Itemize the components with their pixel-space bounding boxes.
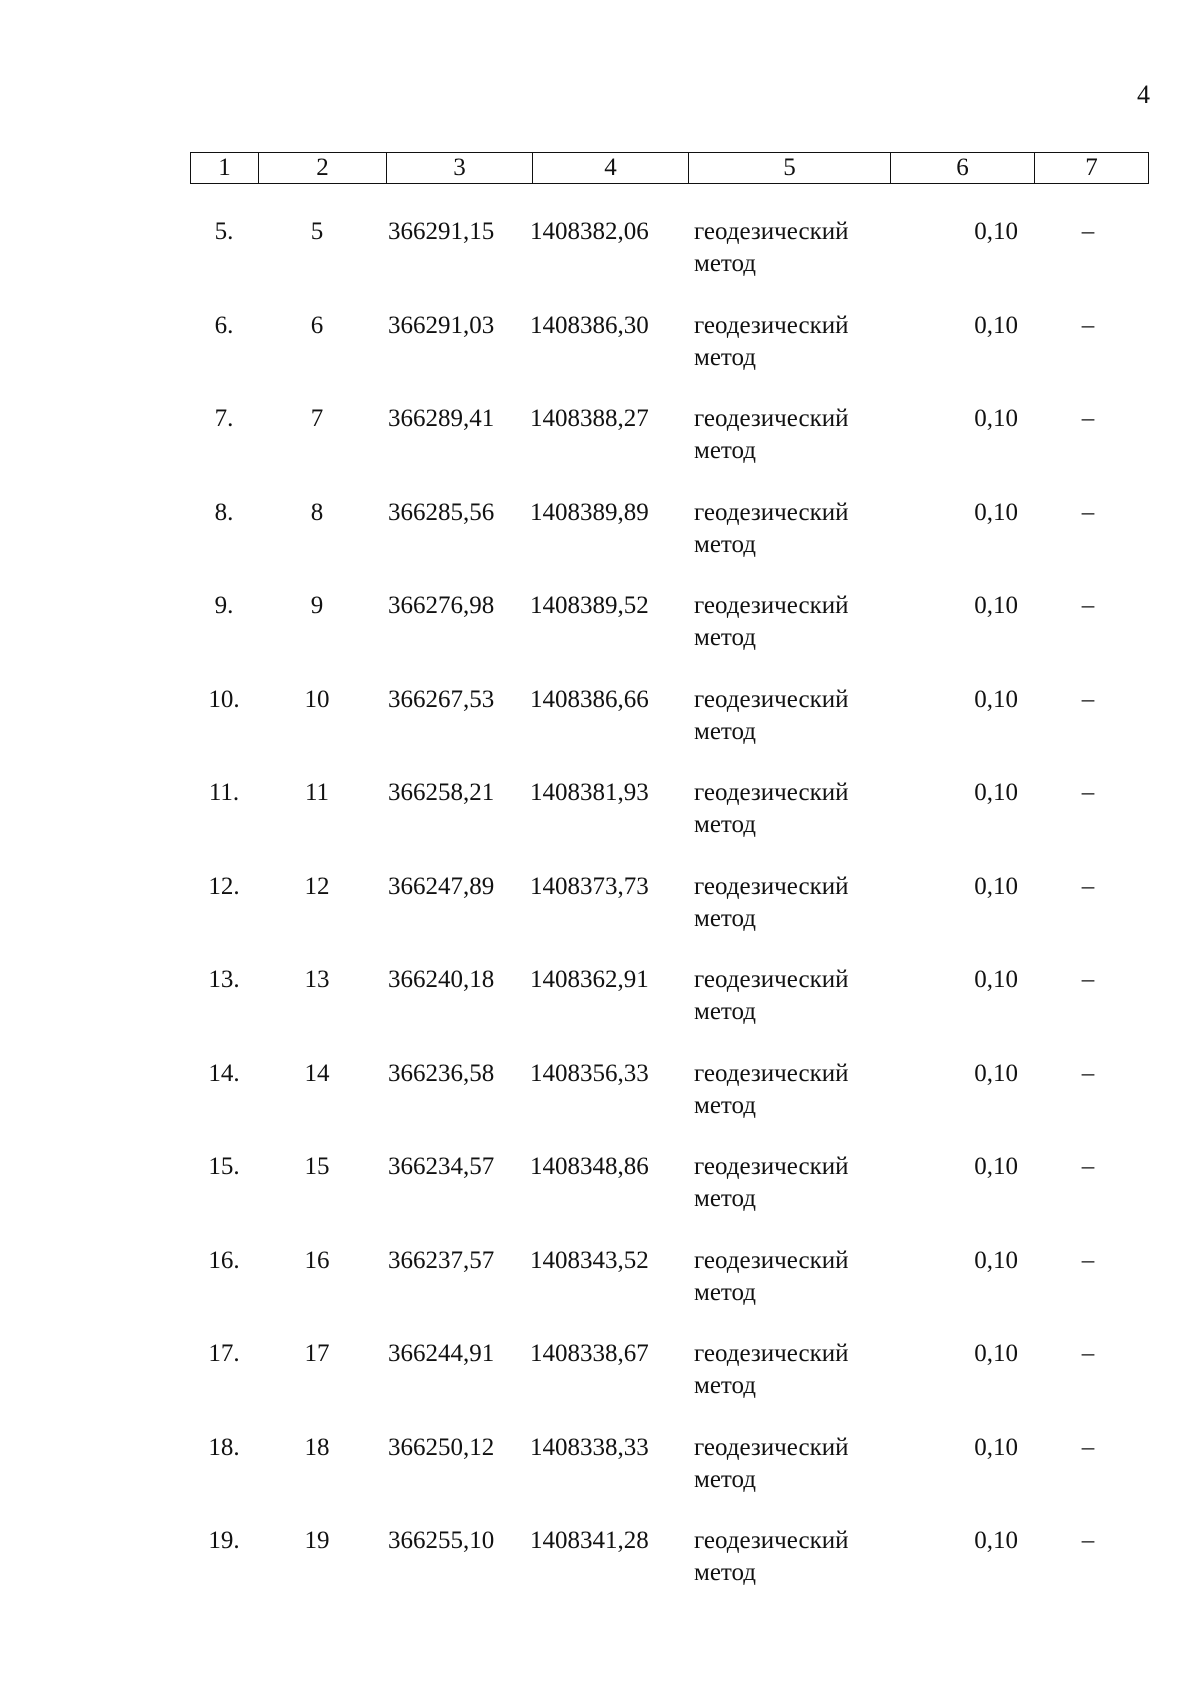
coordinate-x: 366250,12 (388, 1433, 495, 1461)
accuracy-value: 0,10 (974, 779, 1018, 806)
point-number: 14 (304, 1059, 330, 1087)
column-number-header (190, 152, 1149, 184)
point-number: 11 (304, 779, 330, 806)
method-line-1: геодезический (694, 1340, 849, 1367)
note-value: – (1081, 1340, 1095, 1367)
note-value: – (1081, 311, 1095, 339)
header-col-6: 6 (891, 153, 1035, 184)
table-row (190, 871, 1148, 965)
coordinate-x: 366247,89 (388, 872, 495, 900)
method-line-1: геодезический (694, 1059, 849, 1087)
method-line-1: геодезический (694, 685, 849, 713)
method-line-1: геодезический (694, 311, 849, 339)
coordinate-x: 366285,56 (388, 498, 495, 526)
point-number: 17 (304, 1340, 330, 1367)
coordinate-y: 1408381,93 (530, 779, 649, 806)
table-row (190, 1338, 1148, 1432)
method-cell (694, 1245, 894, 1309)
table-row (190, 964, 1148, 1058)
method-line-1: геодезический (694, 592, 849, 619)
coordinate-y: 1408343,52 (530, 1246, 649, 1274)
point-number: 16 (304, 1246, 330, 1274)
row-number: 15. (208, 1153, 240, 1180)
table-row (190, 777, 1148, 871)
coordinate-x: 366244,91 (388, 1340, 495, 1367)
method-line-1: геодезический (694, 872, 849, 900)
coordinate-y: 1408386,30 (530, 311, 649, 339)
coordinate-x: 366289,41 (388, 405, 495, 432)
row-number: 12. (208, 872, 240, 900)
note-value: – (1081, 1433, 1095, 1461)
row-number: 5. (214, 218, 234, 245)
coordinate-x: 366291,15 (388, 218, 495, 245)
note-value: – (1081, 592, 1095, 619)
point-number: 8 (310, 498, 324, 526)
method-line-2: метод (694, 1465, 757, 1493)
coordinate-x: 366258,21 (388, 779, 495, 806)
method-line-2: метод (694, 624, 757, 651)
method-line-1: геодезический (694, 1153, 849, 1180)
row-number: 17. (208, 1340, 240, 1367)
note-value: – (1081, 966, 1095, 993)
method-line-1: геодезический (694, 405, 849, 432)
row-number: 7. (214, 405, 234, 432)
method-line-2: метод (694, 1372, 757, 1399)
table-row (190, 684, 1148, 778)
coordinate-y: 1408386,66 (530, 685, 649, 713)
table-row (190, 216, 1148, 310)
method-line-2: метод (694, 1185, 757, 1212)
row-number: 6. (214, 311, 234, 339)
accuracy-value: 0,10 (974, 1527, 1018, 1554)
note-value: – (1081, 779, 1095, 806)
accuracy-value: 0,10 (974, 311, 1018, 339)
coordinate-y: 1408341,28 (530, 1527, 649, 1554)
method-cell (694, 1338, 894, 1402)
method-cell (694, 590, 894, 654)
accuracy-value: 0,10 (974, 685, 1018, 713)
method-line-1: геодезический (694, 779, 849, 806)
header-col-4: 4 (533, 153, 689, 184)
coordinate-y: 1408373,73 (530, 872, 649, 900)
note-value: – (1081, 872, 1095, 900)
method-line-2: метод (694, 811, 757, 838)
point-number: 13 (304, 966, 330, 993)
point-number: 5 (310, 218, 324, 245)
table-row (190, 1058, 1148, 1152)
page-number: 4 (1137, 80, 1150, 109)
coordinate-y: 1408338,33 (530, 1433, 649, 1461)
point-number: 9 (310, 592, 324, 619)
row-number: 18. (208, 1433, 240, 1461)
method-cell (694, 684, 894, 748)
point-number: 12 (304, 872, 330, 900)
row-number: 19. (208, 1527, 240, 1554)
coordinate-y: 1408388,27 (530, 405, 649, 432)
coordinate-y: 1408356,33 (530, 1059, 649, 1087)
coordinate-y: 1408389,52 (530, 592, 649, 619)
header-col-5: 5 (689, 153, 891, 184)
accuracy-value: 0,10 (974, 592, 1018, 619)
note-value: – (1081, 498, 1095, 526)
header-col-3: 3 (387, 153, 533, 184)
row-number: 9. (214, 592, 234, 619)
accuracy-value: 0,10 (974, 498, 1018, 526)
method-cell (694, 1058, 894, 1122)
method-line-2: метод (694, 998, 757, 1025)
coordinate-x: 366236,58 (388, 1059, 495, 1087)
method-line-1: геодезический (694, 1527, 849, 1554)
coordinate-x: 366237,57 (388, 1246, 495, 1274)
header-col-1: 1 (191, 153, 259, 184)
table-row (190, 1151, 1148, 1245)
point-number: 7 (310, 405, 324, 432)
note-value: – (1081, 685, 1095, 713)
method-cell (694, 1525, 894, 1589)
method-line-1: геодезический (694, 218, 849, 245)
method-line-2: метод (694, 343, 757, 371)
table-row (190, 1245, 1148, 1339)
point-number: 6 (310, 311, 324, 339)
coordinate-x: 366291,03 (388, 311, 495, 339)
note-value: – (1081, 405, 1095, 432)
accuracy-value: 0,10 (974, 218, 1018, 245)
table-row (190, 590, 1148, 684)
accuracy-value: 0,10 (974, 966, 1018, 993)
row-number: 10. (208, 685, 240, 713)
table-row (190, 403, 1148, 497)
method-line-2: метод (694, 530, 757, 558)
method-cell (694, 871, 894, 935)
method-line-2: метод (694, 1091, 757, 1119)
row-number: 14. (208, 1059, 240, 1087)
coordinate-y: 1408348,86 (530, 1153, 649, 1180)
note-value: – (1081, 1059, 1095, 1087)
accuracy-value: 0,10 (974, 872, 1018, 900)
point-number: 19 (304, 1527, 330, 1554)
method-line-1: геодезический (694, 1433, 849, 1461)
method-cell (694, 497, 894, 561)
method-line-2: метод (694, 717, 757, 745)
method-line-2: метод (694, 437, 757, 464)
accuracy-value: 0,10 (974, 405, 1018, 432)
coordinate-x: 366255,10 (388, 1527, 495, 1554)
table-row (190, 497, 1148, 591)
coordinates-table-body (190, 216, 1148, 1619)
coordinate-x: 366267,53 (388, 685, 495, 713)
table-row (190, 1432, 1148, 1526)
method-line-1: геодезический (694, 1246, 849, 1274)
coordinate-y: 1408338,67 (530, 1340, 649, 1367)
method-cell (694, 403, 894, 467)
table-row (190, 1525, 1148, 1619)
accuracy-value: 0,10 (974, 1340, 1018, 1367)
table-row (190, 310, 1148, 404)
row-number: 11. (208, 779, 240, 806)
accuracy-value: 0,10 (974, 1433, 1018, 1461)
method-cell (694, 216, 894, 280)
method-cell (694, 310, 894, 374)
method-line-2: метод (694, 250, 757, 277)
coordinate-x: 366276,98 (388, 592, 495, 619)
method-cell (694, 964, 894, 1028)
coordinate-y: 1408362,91 (530, 966, 649, 993)
method-line-2: метод (694, 1278, 757, 1306)
row-number: 8. (214, 498, 234, 526)
method-cell (694, 1432, 894, 1496)
note-value: – (1081, 1153, 1095, 1180)
accuracy-value: 0,10 (974, 1153, 1018, 1180)
coordinate-y: 1408389,89 (530, 498, 649, 526)
row-number: 13. (208, 966, 240, 993)
note-value: – (1081, 218, 1095, 245)
coordinate-y: 1408382,06 (530, 218, 649, 245)
method-line-2: метод (694, 904, 757, 932)
method-line-1: геодезический (694, 498, 849, 526)
point-number: 18 (304, 1433, 330, 1461)
method-line-1: геодезический (694, 966, 849, 993)
header-row (191, 153, 1149, 184)
point-number: 10 (304, 685, 330, 713)
accuracy-value: 0,10 (974, 1246, 1018, 1274)
point-number: 15 (304, 1153, 330, 1180)
note-value: – (1081, 1246, 1095, 1274)
accuracy-value: 0,10 (974, 1059, 1018, 1087)
method-cell (694, 1151, 894, 1215)
note-value: – (1081, 1527, 1095, 1554)
coordinate-x: 366240,18 (388, 966, 495, 993)
header-col-7: 7 (1035, 153, 1149, 184)
row-number: 16. (208, 1246, 240, 1274)
method-line-2: метод (694, 1559, 757, 1586)
coordinate-x: 366234,57 (388, 1153, 495, 1180)
header-col-2: 2 (259, 153, 387, 184)
method-cell (694, 777, 894, 841)
